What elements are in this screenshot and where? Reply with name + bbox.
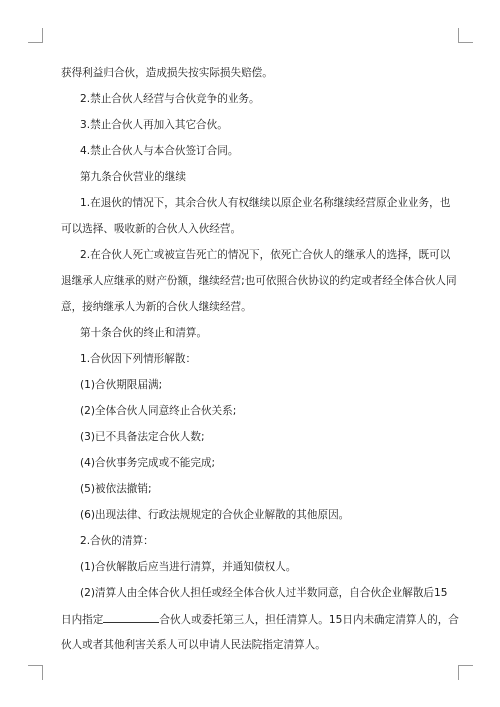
list-item: (1)合伙解散后应当进行清算，并通知债权人。 <box>80 561 297 573</box>
list-item: (5)被依法撤销; <box>80 483 152 495</box>
paragraph-line: 2.在合伙人死亡或被宣告死亡的情况下，依死亡合伙人的继承人的选择，既可以 <box>80 249 451 261</box>
paragraph-line: 2.禁止合伙人经营与合伙竞争的业务。 <box>80 93 260 105</box>
section-heading: 第十条合伙的终止和清算。 <box>80 327 208 339</box>
list-item: (2)清算人由全体合伙人担任或经全体合伙人过半数同意，自合伙企业解散后15 <box>80 587 448 599</box>
fill-in-blank <box>103 612 159 623</box>
paragraph-line: 意，接纳继承人为新的合伙人继续经营。 <box>61 301 252 313</box>
paragraph-line: 1.合伙因下列情形解散： <box>80 353 197 365</box>
paragraph-line: 3.禁止合伙人再加入其它合伙。 <box>80 119 228 131</box>
line-prefix: 日内指定 <box>61 614 104 626</box>
list-item: (2)全体合伙人同意终止合伙关系; <box>80 405 237 417</box>
crop-mark-bottom-left <box>28 665 43 680</box>
crop-mark-bottom-right <box>458 665 473 680</box>
line-suffix: 合伙人或委托第三人，担任清算人。15日内未确定清算人的，合 <box>159 614 459 626</box>
paragraph-line: 2.合伙的清算： <box>80 535 154 547</box>
list-item: (3)已不具备法定合伙人数; <box>80 431 205 443</box>
list-item: (4)合伙事务完成或不能完成; <box>80 457 216 469</box>
paragraph-line: 4.禁止合伙人与本合伙签订合同。 <box>80 145 239 157</box>
section-heading: 第九条合伙营业的继续 <box>80 171 186 183</box>
list-item: (1)合伙期限届满; <box>80 379 163 391</box>
list-item: (6)出现法律、行政法规规定的合伙企业解散的其他原因。 <box>80 509 350 521</box>
paragraph-line: 退继承人应继承的财产份额，继续经营;也可依照合伙协议的约定或者经全体合伙人同 <box>61 275 457 287</box>
paragraph-line: 伙人或者其他利害关系人可以申请人民法院指定清算人。 <box>61 639 326 651</box>
crop-mark-top-left <box>28 28 43 43</box>
paragraph-line: 获得利益归合伙，造成损失按实际损失赔偿。 <box>61 67 273 79</box>
crop-mark-top-right <box>458 28 473 43</box>
paragraph-line <box>61 612 459 627</box>
paragraph-line: 1.在退伙的情况下，其余合伙人有权继续以原企业名称继续经营原企业业务，也 <box>80 197 451 209</box>
paragraph-line: 可以选择、吸收新的合伙人入伙经营。 <box>61 223 242 235</box>
